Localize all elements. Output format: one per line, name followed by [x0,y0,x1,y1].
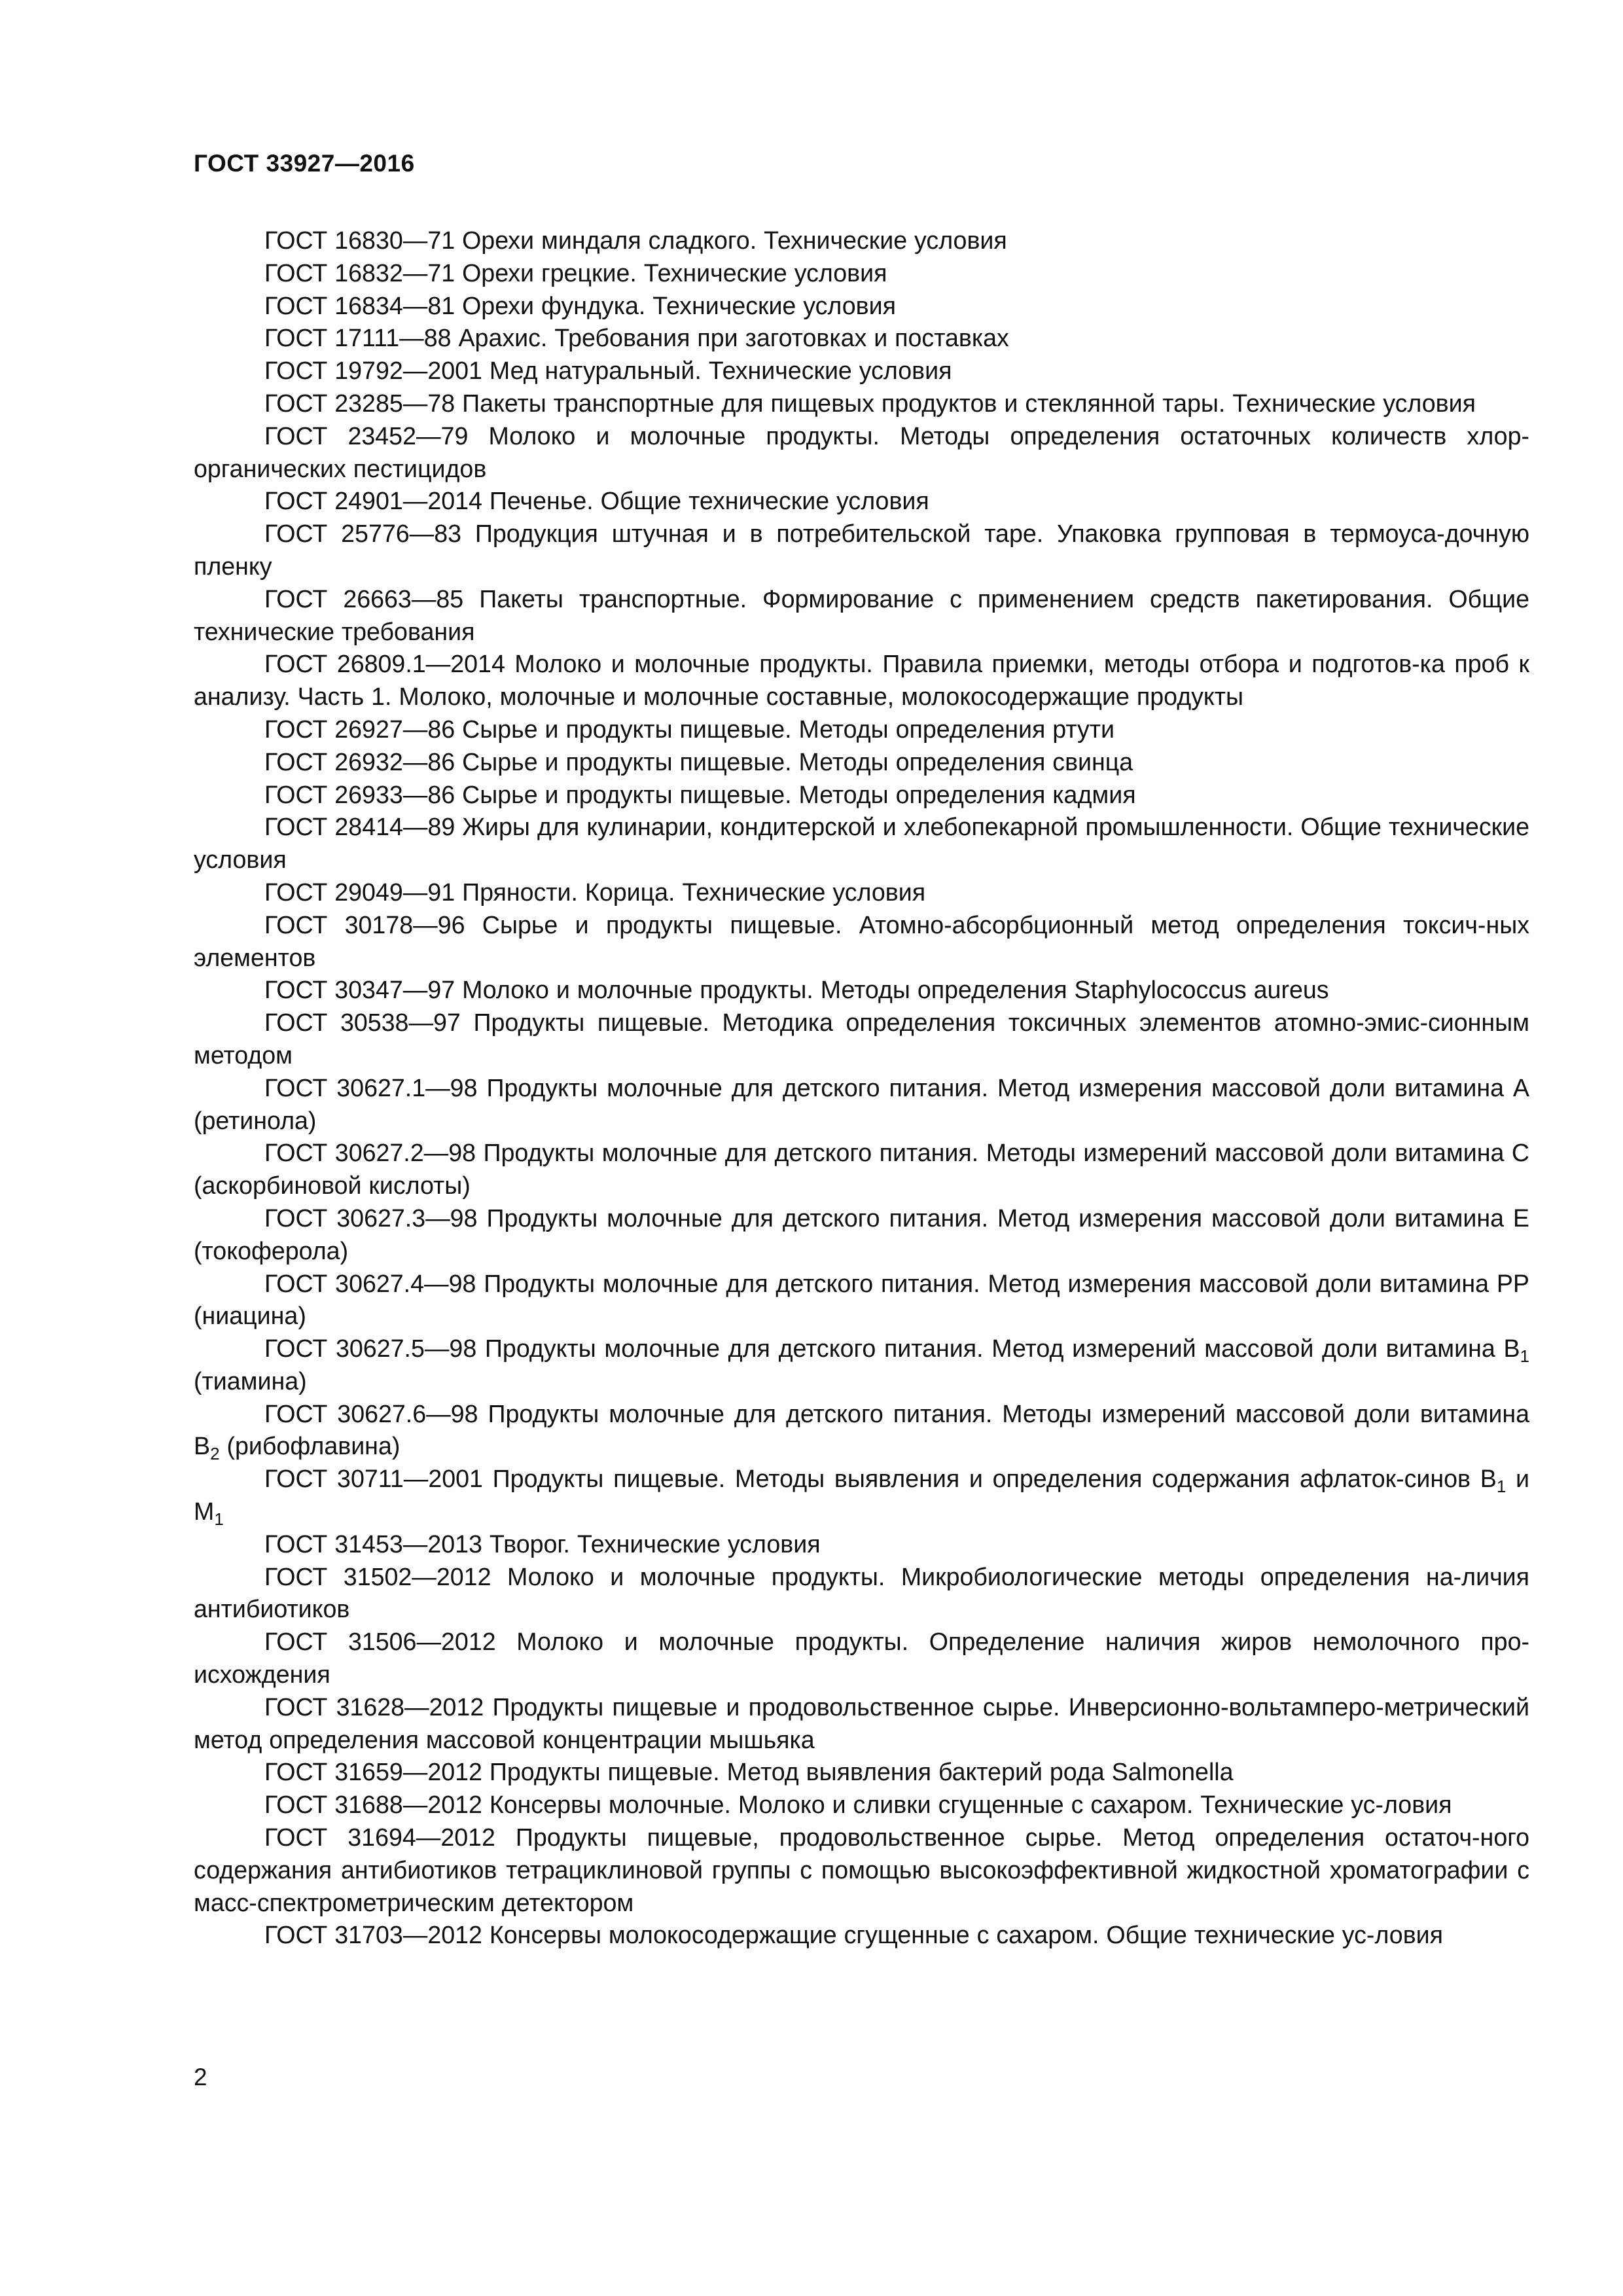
normative-references-list [194,224,1529,1952]
reference-item: ГОСТ 16834—81 Орехи фундука. Технические условия [264,291,896,319]
reference-item: ГОСТ 24901—2014 Печенье. Общие технические условия [264,487,929,515]
reference-item: ГОСТ 31502—2012 Молоко и молочные продукты. Микробиологические методы определения на-личия антибиотиков [194,1562,1529,1623]
reference-item: ГОСТ 26933—86 Сырье и продукты пищевые. Методы определения кадмия [264,780,1136,808]
reference-item: ГОСТ 25776—83 Продукция штучная и в потребительской таре. Упаковка групповая в термоуса-дочную пленку [194,520,1529,580]
reference-item: ГОСТ 30627.5—98 Продукты молочные для детского питания. Метод измерений массовой доли витамина $В_1$ (тиамина) [194,1335,1529,1395]
reference-item: ГОСТ 28414—89 Жиры для кулинарии, кондитерской и хлебопекарной промышленности. Общие технические условия [194,813,1529,874]
reference-item: ГОСТ 30178—96 Сырье и продукты пищевые. Атомно-абсорбционный метод определения токсич-ных элементов [194,910,1529,971]
reference-item: ГОСТ 26809.1—2014 Молоко и молочные продукты. Правила приемки, методы отбора и подготов-ка проб к анализу. Часть 1. Молоко, молочные и молочные составные, молокосодержащие продукты [194,650,1529,711]
reference-item: ГОСТ 17111—88 Арахис. Требования при заготовках и поставках [264,324,1009,352]
subscript: 1 [1520,1346,1529,1367]
reference-item: ГОСТ 23452—79 Молоко и молочные продукты. Методы определения остаточных количеств хлор-органических пестицидов [194,422,1529,482]
reference-item: ГОСТ 31688—2012 Консервы молочные. Молоко и сливки сгущенные с сахаром. Технические ус-ловия [264,1791,1452,1819]
reference-item: ГОСТ 30711—2001 Продукты пищевые. Методы выявления и определения содержания афлаток-синов $В_1$ и $М_1$ [194,1465,1530,1530]
reference-item: ГОСТ 16832—71 Орехи грецкие. Технические условия [264,259,887,287]
subscript: 2 [210,1444,220,1464]
reference-item: ГОСТ 29049—91 Пряности. Корица. Технические условия [264,878,926,906]
subscript: 1 [214,1509,224,1530]
reference-item: ГОСТ 31628—2012 Продукты пищевые и продовольственное сырье. Инверсионно-вольтамперо-метрический метод определения массовой концентрации мышьяка [194,1693,1529,1753]
reference-item: ГОСТ 26932—86 Сырье и продукты пищевые. Методы определения свинца [264,747,1133,776]
reference-item: ГОСТ 19792—2001 Мед натуральный. Технические условия [264,357,952,385]
reference-item: ГОСТ 30627.2—98 Продукты молочные для детского питания. Методы измерений массовой доли витамина С (аскорбиновой кислоты) [194,1139,1529,1200]
reference-item: ГОСТ 16830—71 Орехи миндаля сладкого. Технические условия [264,226,1007,254]
reference-item: ГОСТ 26663—85 Пакеты транспортные. Формирование с применением средств пакетирования. Общие технические требования [194,584,1529,645]
reference-item: ГОСТ 23285—78 Пакеты транспортные для пищевых продуктов и стеклянной тары. Технические условия [264,389,1476,417]
reference-item: ГОСТ 31506—2012 Молоко и молочные продукты. Определение наличия жиров немолочного про-исхождения [194,1628,1529,1689]
reference-item: ГОСТ 30347—97 Молоко и молочные продукты. Методы определения Staphylococcus aureus [264,976,1329,1004]
reference-item: ГОСТ 26927—86 Сырье и продукты пищевые. Методы определения ртути [264,715,1115,743]
subscript: 1 [1496,1477,1507,1497]
reference-item: ГОСТ 30627.1—98 Продукты молочные для детского питания. Метод измерения массовой доли витамина А (ретинола) [194,1073,1529,1134]
reference-item: ГОСТ 31453—2013 Творог. Технические условия [264,1530,821,1558]
reference-item: ГОСТ 30627.4—98 Продукты молочные для детского питания. Метод измерения массовой доли витамина РР (ниацина) [194,1269,1529,1330]
reference-item: ГОСТ 31659—2012 Продукты пищевые. Метод выявления бактерий рода Salmonella [264,1758,1234,1786]
reference-item: ГОСТ 30538—97 Продукты пищевые. Методика определения токсичных элементов атомно-эмис-сионным методом [194,1009,1529,1069]
page-number: 2 [194,2064,207,2090]
reference-item: ГОСТ 30627.6—98 Продукты молочные для детского питания. Методы измерений массовой доли витамина $В_2$ (рибофлавина) [194,1399,1529,1464]
reference-item: ГОСТ 30627.3—98 Продукты молочные для детского питания. Метод измерения массовой доли витамина Е (токоферола) [194,1204,1529,1265]
document-code-header: ГОСТ 33927—2016 [194,150,415,177]
reference-item: ГОСТ 31694—2012 Продукты пищевые, продовольственное сырье. Метод определения остаточ-ного содержания антибиотиков тетрациклиновой группы с помощью высокоэффективной жидкостной хроматографии с масс-спектрометрическим детектором [194,1823,1529,1916]
reference-item: ГОСТ 31703—2012 Консервы молокосодержащие сгущенные с сахаром. Общие технические ус-ловия [264,1921,1444,1949]
